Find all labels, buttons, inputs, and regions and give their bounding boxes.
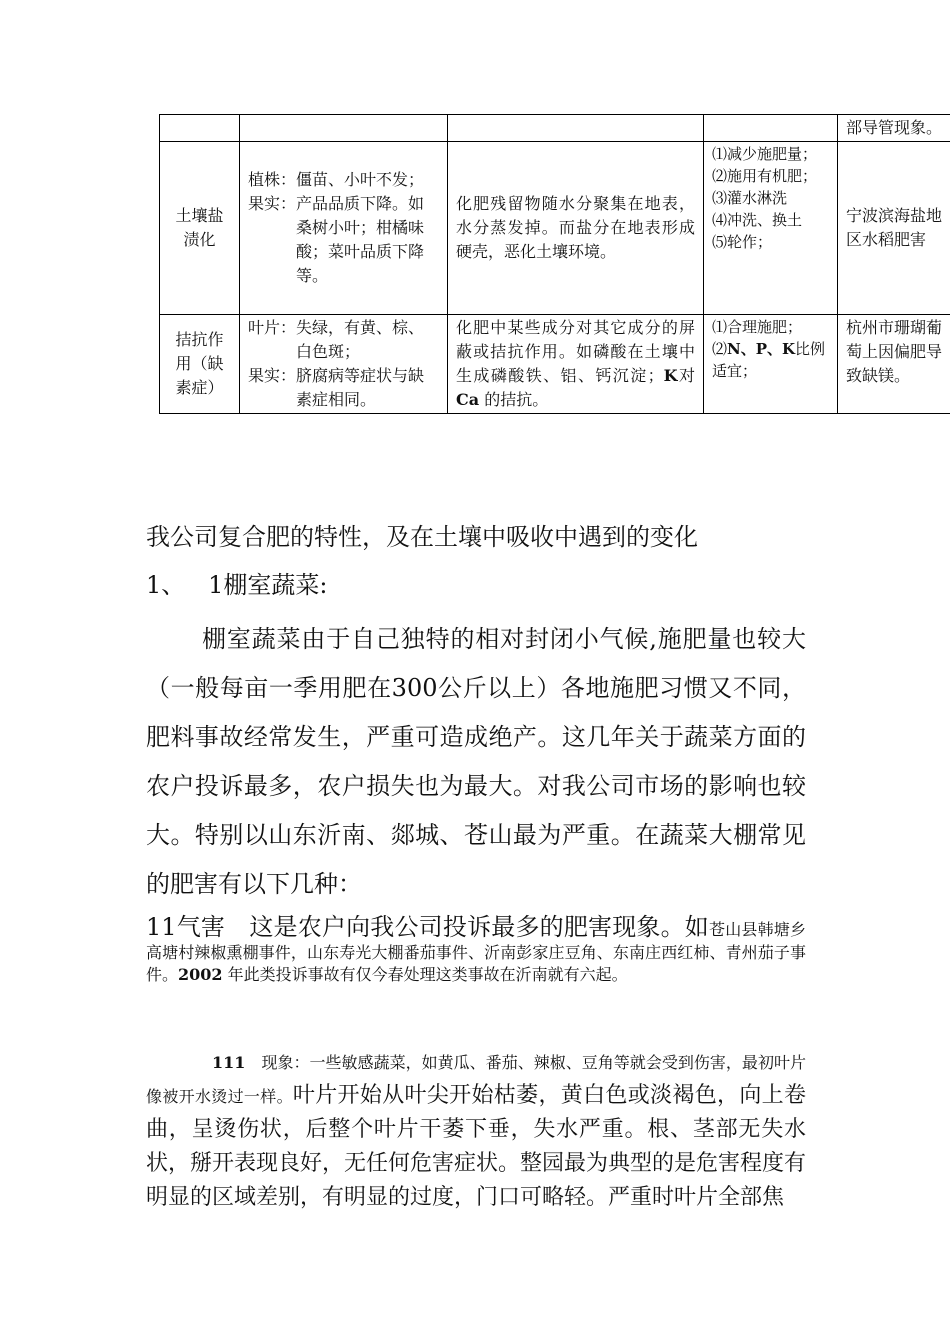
- cell-measure: [704, 142, 838, 315]
- table-cell: [160, 115, 240, 142]
- paragraph-text: 叶片开始从叶尖开始枯萎，黄白色或淡褐色，向上卷曲，呈烫伤状，后整个叶片干萎下垂，失水严重。根、茎部无失水状，掰开表现良好，无任何危害症状。整园最为典型的是危害程度有明显的区域差别，有明显的过度，门口可略轻。严重时叶片全部焦: [146, 1083, 807, 1210]
- table-cell: [240, 115, 448, 142]
- element-k: K: [663, 366, 678, 385]
- paragraph-lead: 11气害 这是农户向我公司投诉最多的肥害现象。如: [146, 913, 710, 941]
- table-row: [160, 115, 950, 142]
- cell-text: 宁波滨海盐地区水稻肥害: [846, 206, 943, 249]
- cell-damage-type: [160, 315, 240, 414]
- year-text: 2002: [178, 965, 223, 984]
- table-row: [160, 315, 950, 414]
- measure-item: ⑴减少施肥量；: [712, 145, 818, 163]
- measure-item: ⑸轮作；: [712, 233, 773, 251]
- measure-item: ⑷冲洗、换土: [712, 211, 803, 229]
- measure-item: ⑴合理施肥；: [712, 318, 803, 336]
- cell-cause: [448, 315, 704, 414]
- measure-item: ⑶灌水淋洗: [712, 189, 788, 207]
- body-paragraph: [146, 912, 806, 986]
- cell-damage-type: [160, 142, 240, 315]
- symptom-leaf: 叶片：失绿，有黄、棕、白色斑；: [248, 318, 425, 361]
- cell-text: 拮抗作用（缺素症）: [175, 330, 224, 397]
- cell-text: 部导管现象。: [846, 118, 943, 137]
- paragraph-text: 现象：一些敏感蔬菜，如黄瓜、番茄、辣椒、豆角等就会受到伤害，最初叶片像被开水烫过一样。: [146, 1053, 806, 1106]
- measure-text: 比例适宜；: [712, 340, 826, 380]
- cause-text: 的拮抗。: [484, 390, 549, 409]
- cell-text: 杭州市珊瑚葡萄上因偏肥导致缺镁。: [846, 318, 943, 385]
- element-npk: N、P、K: [727, 340, 796, 358]
- cell-measure: [704, 315, 838, 414]
- cell-example: [838, 142, 950, 315]
- cause-text: 化肥中某些成分对其它成分的屏蔽或拮抗作用。如磷酸在土壤中生成磷酸铁、铝、钙沉淀；: [456, 318, 695, 385]
- cell-symptom: [240, 142, 448, 315]
- symptom-fruit: 果实：脐腐病等症状与缺素症相同。: [248, 366, 425, 409]
- list-item-title: 1、 1棚室蔬菜:: [146, 571, 328, 599]
- cell-text: 化肥残留物随水分聚集在地表，水分蒸发掉。而盐分在地表形成硬壳，恶化土壤环境。: [456, 194, 695, 261]
- section-heading: 我公司复合肥的特性，及在土壤中吸收中遇到的变化: [146, 523, 698, 551]
- paragraph-text: 苍山县韩塘乡高塘村辣椒熏棚事件，山东寿光大棚番茄事件、沂南彭家庄豆角、东南庄西红柿、青州茄子事件。: [146, 920, 806, 984]
- cell-text: [456, 316, 695, 412]
- body-paragraph: 棚室蔬菜由于自己独特的相对封闭小气候,施肥量也较大（一般每亩一季用肥在300公斤以上）各地施肥习惯又不同，肥料事故经常发生，严重可造成绝产。这几年关于蔬菜方面的农户投诉最多，农户损失也为最大。对我公司市场的影响也较大。特别以山东沂南、郯城、苍山最为严重。在蔬菜大棚常见的肥害有以下几种：: [146, 625, 806, 898]
- symptom-plant: 植株：僵苗、小叶不发；: [248, 170, 425, 189]
- paragraph-text: 年此类投诉事故有仅今春处理这类事故在沂南就有六起。: [227, 965, 628, 984]
- element-ca: Ca: [456, 390, 480, 409]
- measure-number: ⑵: [712, 340, 728, 358]
- cell-symptom: [240, 315, 448, 414]
- table-cell-example: [838, 115, 950, 142]
- cell-example: [838, 315, 950, 414]
- cause-text: 对: [677, 366, 695, 385]
- measure-item: [712, 338, 829, 382]
- symptom-fruit: 果实：产品品质下降。如桑树小叶；柑橘味酸；菜叶品质下降等。: [248, 194, 425, 285]
- table-cell: [448, 115, 704, 142]
- table-cell: [704, 115, 838, 142]
- fertilizer-damage-table: [159, 114, 950, 414]
- cell-cause: [448, 142, 704, 315]
- measure-item: ⑵施用有机肥；: [712, 167, 818, 185]
- body-paragraph: [146, 1046, 806, 1215]
- table-row: [160, 142, 950, 315]
- item-number: 111: [212, 1053, 246, 1072]
- cell-text: 土壤盐渍化: [175, 206, 224, 249]
